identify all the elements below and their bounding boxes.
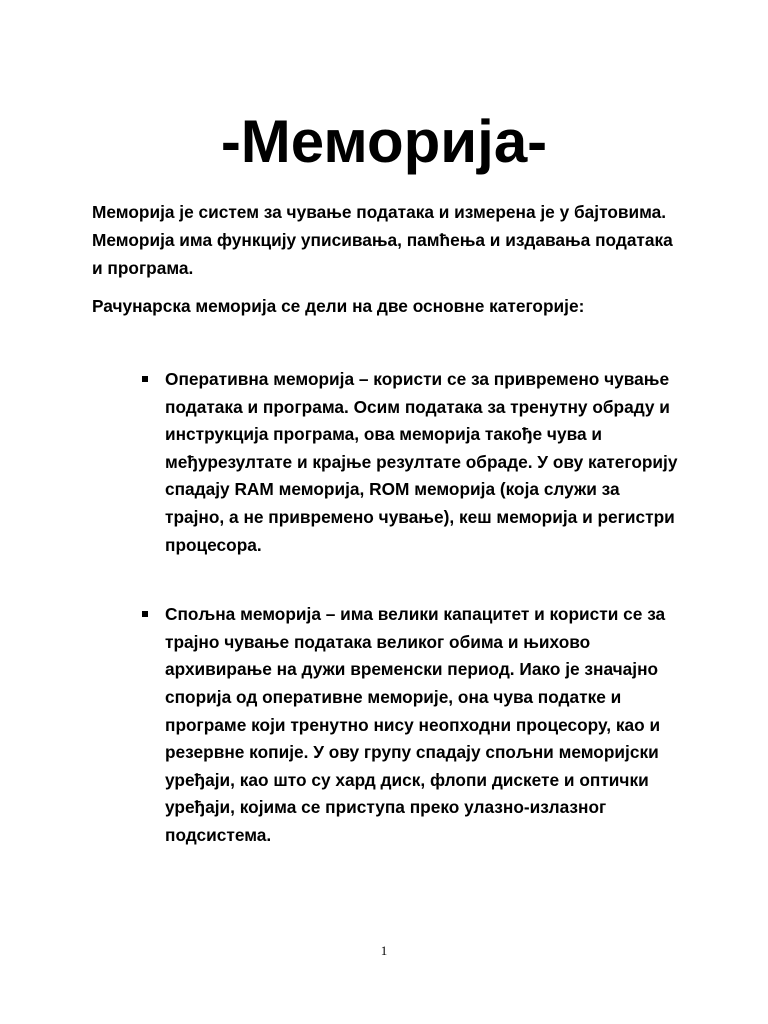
list-item [140, 366, 680, 559]
categories-intro: Рачунарска меморија се дели на две основне категорије: [92, 296, 585, 316]
list-item-text: Спољна меморија – има велики капацитет и користи се за трајно чување података великог обима и њихово архивирање на дужи временски период. Иако је значајно спорија од оперативне меморије, она чува податке и програме који тренутно нису неопходни процесору, као и резервне копије. У ову групу спадају спољни меморијски уређаји, као што су хард диск, флопи дискете и оптички уређаји, којима се приступа преко улазно-излазног подсистема. [165, 604, 666, 845]
memory-categories-list [140, 366, 680, 850]
intro-paragraph: Меморија је систем за чување података и измерена је у бајтовима. Меморија има функцију уписивања, памћења и издавања података и програма. [92, 202, 673, 278]
document-title: -Меморија- [220, 108, 548, 175]
page-number: 1 [380, 943, 388, 958]
square-bullet-icon [142, 376, 148, 382]
list-item-text: Оперативна меморија – користи се за привремено чување података и програма. Осим података за тренутну обраду и инструкција програма, ова меморија такође чува и међурезултате и крајње резултате обраде. У ову категорију спадају RAM меморија, ROM меморија (која служи за трајно, а не привремено чување), кеш меморија и регистри процесора. [165, 369, 678, 555]
square-bullet-icon [142, 611, 148, 617]
list-item [140, 601, 680, 849]
